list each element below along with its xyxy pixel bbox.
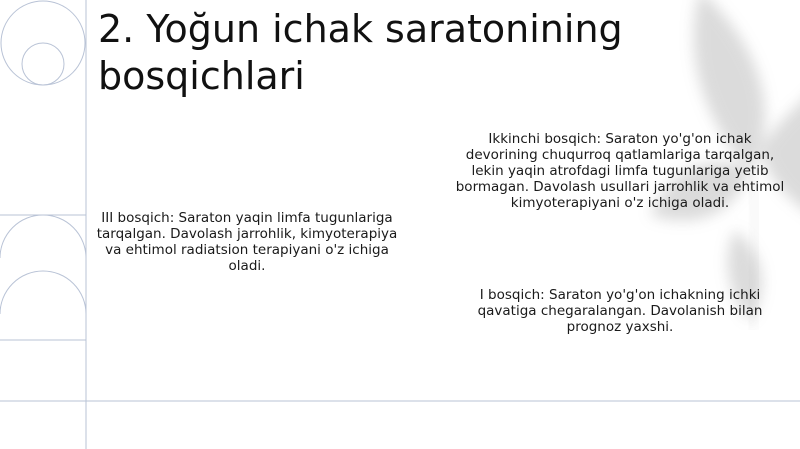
stage-2-description: Ikkinchi bosqich: Saraton yo'g'on ichak devorining chuqurroq qatlamlariga tarqalgan, lekin yaqin atrofdagi limfa tugunlariga yetib bormagan. Davolash usullari jarrohlik va ehtimol kimyoterapiyani o'z ichiga oladi.	[455, 131, 785, 211]
stage-3-description: III bosqich: Saraton yaqin limfa tugunlariga tarqalgan. Davolash jarrohlik, kimyoterapiya va ehtimol radiatsion terapiyani o'z ichiga oladi.	[96, 210, 398, 274]
lower-arch-decoration	[0, 271, 86, 314]
slide-title: 2. Yoğun ichak saratonining bosqichlari	[98, 7, 623, 98]
inner-circle-decoration	[22, 43, 64, 85]
stage-1-description: I bosqich: Saraton yo'g'on ichakning ichki qavatiga chegaralangan. Davolanish bilan prognoz yaxshi.	[477, 287, 763, 335]
upper-arch-decoration	[0, 215, 86, 258]
